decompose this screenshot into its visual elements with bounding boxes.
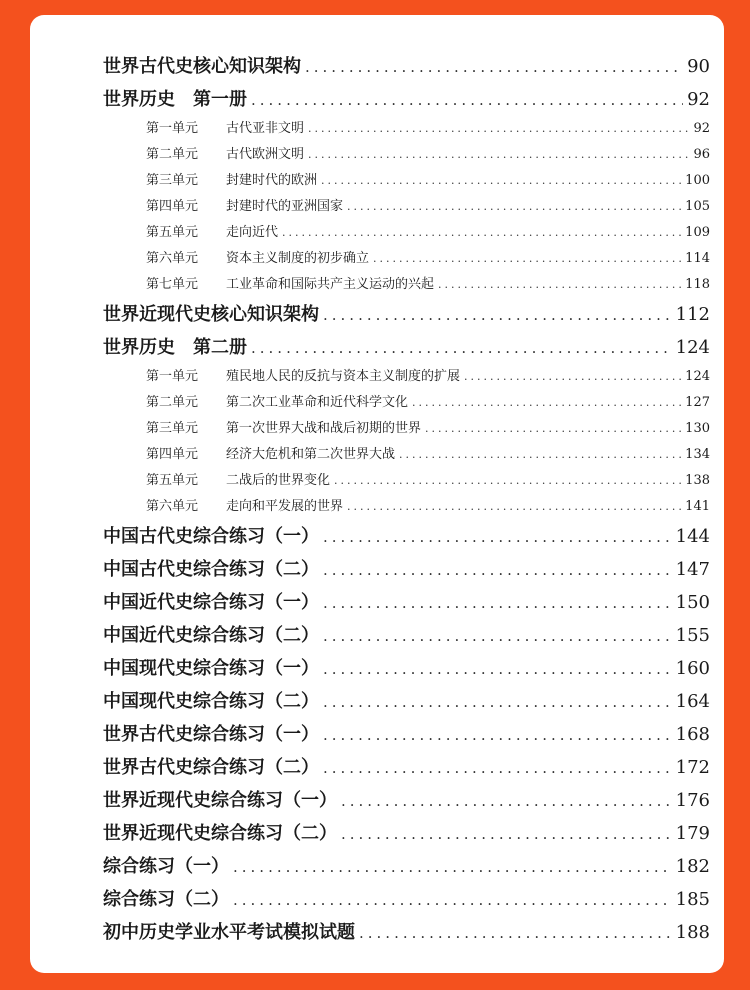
toc-entry-label xyxy=(146,246,369,272)
toc-page-number: 188 xyxy=(675,922,710,943)
toc-unit-entry[interactable] xyxy=(103,194,710,220)
toc-page-number: 109 xyxy=(685,225,710,240)
dot-leader xyxy=(347,494,681,520)
toc-unit-number: 第四单元 xyxy=(146,447,199,462)
dot-leader xyxy=(233,851,672,883)
toc-entry-label xyxy=(146,442,395,468)
dot-leader xyxy=(464,364,681,390)
toc-entry-label: 综合练习（二） xyxy=(103,889,229,910)
dot-leader xyxy=(373,246,681,272)
toc-section-entry[interactable] xyxy=(103,652,710,685)
toc-page-number: 155 xyxy=(675,625,710,646)
toc-unit-entry[interactable] xyxy=(103,390,710,416)
toc-entry-label: 综合练习（一） xyxy=(103,856,229,877)
toc-entry-label: 中国古代史综合练习（一） xyxy=(103,526,319,547)
toc-unit-number: 第五单元 xyxy=(146,473,199,488)
toc-section-entry[interactable] xyxy=(103,850,710,883)
toc-unit-entry[interactable] xyxy=(103,468,710,494)
toc-unit-number: 第五单元 xyxy=(146,225,199,240)
toc-unit-title: 工业革命和国际共产主义运动的兴起 xyxy=(226,277,435,292)
toc-unit-title: 走向和平发展的世界 xyxy=(226,499,344,514)
toc-entry-label: 世界历史 第一册 xyxy=(103,89,247,110)
toc-entry-label: 中国近代史综合练习（二） xyxy=(103,625,319,646)
toc-page-number: 176 xyxy=(675,790,710,811)
toc-section-entry[interactable] xyxy=(103,298,710,331)
toc-unit-entry[interactable] xyxy=(103,220,710,246)
toc-entry-label: 世界古代史综合练习（二） xyxy=(103,757,319,778)
dot-leader xyxy=(334,468,681,494)
toc-entry-label: 世界古代史综合练习（一） xyxy=(103,724,319,745)
toc-unit-entry[interactable] xyxy=(103,246,710,272)
toc-page-number: 179 xyxy=(675,823,710,844)
toc-section-entry[interactable] xyxy=(103,50,710,83)
dot-leader xyxy=(308,142,689,168)
toc-page-number: 114 xyxy=(685,251,710,266)
dot-leader xyxy=(323,587,672,619)
toc-section-entry[interactable] xyxy=(103,751,710,784)
toc-page-number: 164 xyxy=(675,691,710,712)
toc-unit-title: 古代欧洲文明 xyxy=(226,147,305,162)
toc-page-number: 130 xyxy=(685,421,710,436)
dot-leader xyxy=(323,299,672,331)
dot-leader xyxy=(323,686,672,718)
dot-leader xyxy=(399,442,681,468)
toc-page-number: 160 xyxy=(675,658,710,679)
toc-entry-label: 世界近现代史综合练习（一） xyxy=(103,790,337,811)
toc-unit-title: 走向近代 xyxy=(226,225,279,240)
toc-page-number: 96 xyxy=(693,147,710,162)
toc-entry-label: 中国现代史综合练习（一） xyxy=(103,658,319,679)
toc-unit-entry[interactable] xyxy=(103,272,710,298)
dot-leader xyxy=(323,653,672,685)
toc-entry-label xyxy=(146,272,434,298)
toc-page-number: 105 xyxy=(685,199,710,214)
toc-unit-entry[interactable] xyxy=(103,494,710,520)
toc-entry-label: 世界历史 第二册 xyxy=(103,337,247,358)
toc-unit-entry[interactable] xyxy=(103,416,710,442)
toc-unit-title: 封建时代的亚洲国家 xyxy=(226,199,344,214)
toc-page-number: 134 xyxy=(685,447,710,462)
toc-unit-title: 经济大危机和第二次世界大战 xyxy=(226,447,396,462)
toc-unit-entry[interactable] xyxy=(103,168,710,194)
toc-unit-entry[interactable] xyxy=(103,442,710,468)
toc-page-number: 100 xyxy=(685,173,710,188)
dot-leader xyxy=(233,884,672,916)
toc-page-number: 182 xyxy=(675,856,710,877)
toc-entry-label: 中国古代史综合练习（二） xyxy=(103,559,319,580)
toc-entry-label: 世界近现代史核心知识架构 xyxy=(103,304,319,325)
dot-leader xyxy=(321,168,681,194)
toc-page-number: 141 xyxy=(685,499,710,514)
toc-page-number: 124 xyxy=(675,337,710,358)
toc-section-entry[interactable] xyxy=(103,817,710,850)
dot-leader xyxy=(251,332,672,364)
dot-leader xyxy=(412,390,681,416)
toc-page-number: 147 xyxy=(675,559,710,580)
toc-page-number: 124 xyxy=(685,369,710,384)
toc-unit-title: 第二次工业革命和近代科学文化 xyxy=(226,395,409,410)
page-sheet xyxy=(30,15,724,973)
toc-page-number: 168 xyxy=(675,724,710,745)
toc-unit-entry[interactable] xyxy=(103,116,710,142)
toc-entry-label xyxy=(146,416,421,442)
toc-section-entry[interactable] xyxy=(103,685,710,718)
toc-unit-title: 封建时代的欧洲 xyxy=(226,173,318,188)
dot-leader xyxy=(282,220,681,246)
toc-unit-title: 殖民地人民的反抗与资本主义制度的扩展 xyxy=(226,369,461,384)
toc-entry-label: 世界近现代史综合练习（二） xyxy=(103,823,337,844)
toc-section-entry[interactable] xyxy=(103,916,710,949)
dot-leader xyxy=(323,752,672,784)
toc-unit-number: 第二单元 xyxy=(146,147,199,162)
toc-page-number: 92 xyxy=(687,89,710,110)
toc-entry-label xyxy=(146,364,460,390)
toc-entry-label: 中国近代史综合练习（一） xyxy=(103,592,319,613)
toc-section-entry[interactable] xyxy=(103,883,710,916)
toc-page-number: 92 xyxy=(693,121,710,136)
toc-entry-label xyxy=(146,390,408,416)
toc-page-number: 90 xyxy=(687,56,710,77)
dot-leader xyxy=(438,272,681,298)
toc-section-entry[interactable] xyxy=(103,83,710,116)
dot-leader xyxy=(359,917,672,949)
toc-page-number: 112 xyxy=(675,304,710,325)
toc-entry-label: 中国现代史综合练习（二） xyxy=(103,691,319,712)
toc-section-entry[interactable] xyxy=(103,553,710,586)
dot-leader xyxy=(341,785,672,817)
toc-unit-number: 第四单元 xyxy=(146,199,199,214)
toc-entry-label xyxy=(146,468,330,494)
dot-leader xyxy=(323,719,672,751)
toc-section-entry[interactable] xyxy=(103,331,710,364)
toc-page-number: 118 xyxy=(685,277,710,292)
dot-leader xyxy=(425,416,681,442)
toc-unit-number: 第六单元 xyxy=(146,251,199,266)
toc-unit-title: 资本主义制度的初步确立 xyxy=(226,251,370,266)
toc-unit-number: 第三单元 xyxy=(146,173,199,188)
toc-unit-number: 第七单元 xyxy=(146,277,199,292)
toc-entry-label: 初中历史学业水平考试模拟试题 xyxy=(103,922,355,943)
toc-entry-label xyxy=(146,494,343,520)
toc-entry-label xyxy=(146,220,278,246)
toc-page-number: 144 xyxy=(675,526,710,547)
dot-leader xyxy=(305,51,683,83)
toc-unit-number: 第六单元 xyxy=(146,499,199,514)
toc-unit-title: 二战后的世界变化 xyxy=(226,473,331,488)
toc-unit-title: 第一次世界大战和战后初期的世界 xyxy=(226,421,422,436)
toc-unit-entry[interactable] xyxy=(103,364,710,390)
toc-entry-label: 世界古代史核心知识架构 xyxy=(103,56,301,77)
dot-leader xyxy=(251,84,683,116)
toc-unit-title: 古代亚非文明 xyxy=(226,121,305,136)
toc-page-number: 127 xyxy=(685,395,710,410)
dot-leader xyxy=(341,818,672,850)
dot-leader xyxy=(323,554,672,586)
toc-entry-label xyxy=(146,142,304,168)
toc-section-entry[interactable] xyxy=(103,718,710,751)
toc-unit-number: 第一单元 xyxy=(146,121,199,136)
dot-leader xyxy=(347,194,681,220)
toc-unit-number: 第一单元 xyxy=(146,369,199,384)
dot-leader xyxy=(323,620,672,652)
toc-unit-entry[interactable] xyxy=(103,142,710,168)
toc-section-entry[interactable] xyxy=(103,520,710,553)
toc-page-number: 150 xyxy=(675,592,710,613)
table-of-contents xyxy=(103,50,710,949)
toc-entry-label xyxy=(146,168,317,194)
toc-page-number: 185 xyxy=(675,889,710,910)
toc-unit-number: 第三单元 xyxy=(146,421,199,436)
dot-leader xyxy=(308,116,689,142)
toc-section-entry[interactable] xyxy=(103,784,710,817)
toc-entry-label xyxy=(146,194,343,220)
dot-leader xyxy=(323,521,672,553)
toc-section-entry[interactable] xyxy=(103,619,710,652)
toc-page-number: 138 xyxy=(685,473,710,488)
toc-section-entry[interactable] xyxy=(103,586,710,619)
toc-entry-label xyxy=(146,116,304,142)
toc-page-number: 172 xyxy=(675,757,710,778)
toc-unit-number: 第二单元 xyxy=(146,395,199,410)
